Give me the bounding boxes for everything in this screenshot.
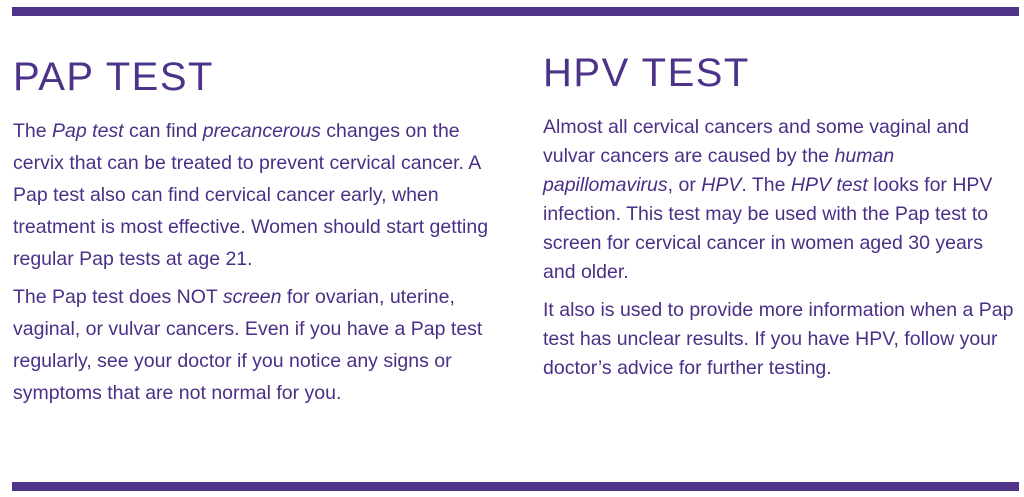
pap-test-section [13, 55, 503, 409]
bottom-divider [12, 482, 1019, 491]
italic-term: precancerous [202, 120, 321, 142]
top-divider [12, 7, 1019, 16]
pap-test-paragraph-1: The Pap test can find precancerous changes on the cervix that can be treated to prevent cervical cancer. A Pap test also can find cervical cancer early, when treatment is most effective. Women should start getting regular Pap tests at age 21. [13, 120, 489, 270]
italic-term: human papillomavirus [543, 145, 895, 196]
italic-term: screen [222, 286, 282, 308]
italic-term: Pap test [52, 120, 124, 142]
pap-test-paragraph-2: The Pap test does NOT screen for ovarian, uterine, vaginal, or vulvar cancers. Even if you have a Pap test regularly, see your doctor if you notice any signs or symptoms that are not normal for you. [13, 286, 483, 404]
italic-term: HPV test [790, 174, 868, 196]
hpv-test-section [543, 51, 1018, 383]
hpv-test-heading: HPV TEST [543, 51, 750, 95]
italic-term: HPV [701, 174, 742, 196]
hpv-test-paragraph-2: It also is used to provide more information when a Pap test has unclear results. If you have HPV, follow your doctor’s advice for further testing. [543, 299, 1014, 379]
hpv-test-paragraph-1: Almost all cervical cancers and some vaginal and vulvar cancers are caused by the human papillomavirus, or HPV. The HPV test looks for HPV infection. This test may be used with the Pap test to screen for cervical cancer in women aged 30 years and older. [543, 116, 993, 283]
pap-test-heading: PAP TEST [13, 55, 214, 99]
